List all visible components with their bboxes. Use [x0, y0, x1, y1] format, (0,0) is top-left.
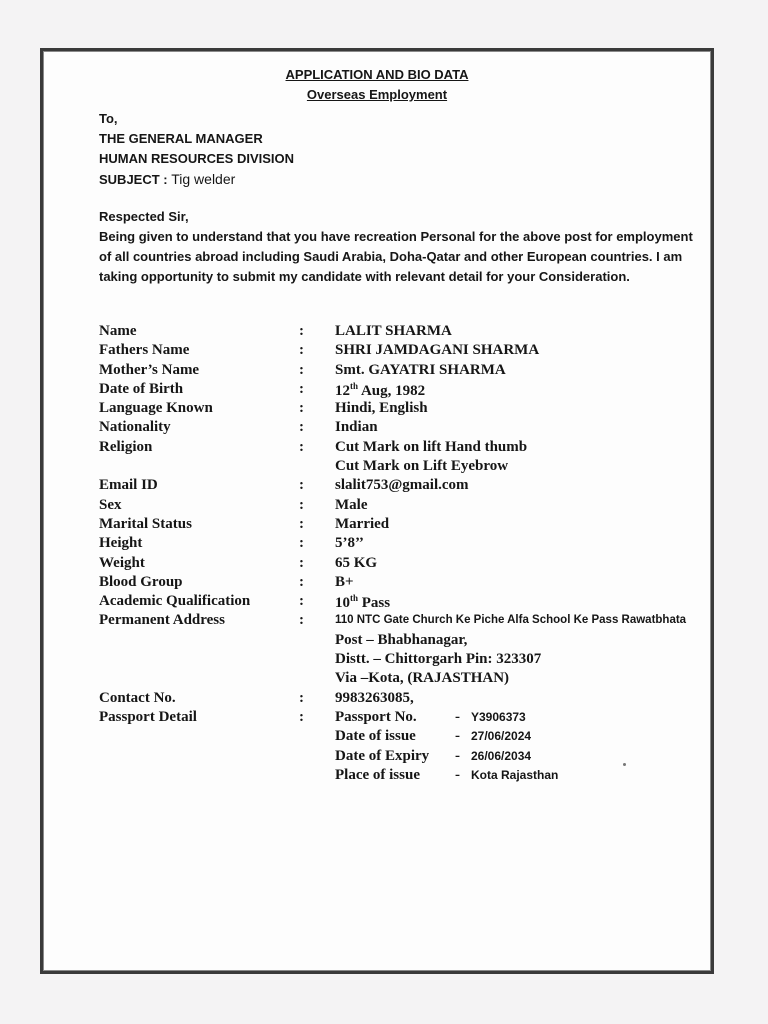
- colon: :: [299, 573, 304, 590]
- weight-label: Weight: [99, 554, 145, 571]
- subject-label: SUBJECT :: [99, 172, 172, 187]
- colon: :: [299, 419, 304, 436]
- contact-label: Contact No.: [99, 689, 176, 706]
- colon: :: [299, 612, 304, 629]
- nationality-label: Nationality: [99, 419, 171, 436]
- bio-row-name: [99, 323, 699, 342]
- colon: :: [299, 323, 304, 339]
- passport-place-line: Place of issue - Kota Rajasthan: [335, 766, 559, 783]
- letter-body: [99, 207, 697, 287]
- bio-row-address-4: [99, 670, 699, 689]
- document-page: [40, 48, 714, 974]
- colon: :: [299, 438, 304, 455]
- address-label: Permanent Address: [99, 612, 225, 629]
- bio-row-nationality: [99, 419, 699, 438]
- passport-expiry-line: Date of Expiry - 26/06/2034: [335, 747, 532, 764]
- mother-label: Mother’s Name: [99, 361, 200, 378]
- bio-row-blood: [99, 574, 699, 593]
- dob-value: 12th Aug, 1982: [335, 380, 426, 399]
- colon: :: [299, 496, 304, 513]
- language-label: Language Known: [99, 400, 213, 417]
- passport-place: Kota Rajasthan: [471, 767, 559, 782]
- colon: :: [299, 477, 304, 494]
- bio-row-contact: [99, 690, 699, 709]
- height-value: 5’8’’: [335, 535, 364, 552]
- email-value: slalit753@gmail.com: [335, 477, 469, 494]
- bio-row-sex: [99, 497, 699, 516]
- sex-value: Male: [335, 496, 368, 513]
- bio-row-email: [99, 477, 699, 496]
- to-line: To,: [99, 111, 118, 126]
- passport-expiry-date: 26/06/2034: [471, 748, 532, 763]
- address-line-3: Distt. – Chittorgarh Pin: 323307: [335, 651, 542, 668]
- bio-row-address-2: [99, 632, 699, 651]
- blood-value: B+: [335, 573, 354, 590]
- subject-line: [99, 169, 294, 190]
- colon: :: [299, 535, 304, 552]
- passport-number: Y3906373: [471, 709, 526, 724]
- addressee-line-1: THE GENERAL MANAGER: [99, 131, 263, 146]
- marital-label: Marital Status: [99, 515, 192, 532]
- greeting: Respected Sir,: [99, 209, 189, 224]
- bio-row-mother: [99, 362, 699, 381]
- colon: :: [299, 515, 304, 532]
- subject-value: Tig welder: [171, 171, 236, 187]
- sex-label: Sex: [99, 496, 122, 513]
- bio-row-religion: [99, 439, 699, 458]
- bio-row-weight: [99, 555, 699, 574]
- bio-row-father: [99, 342, 699, 361]
- nationality-value: Indian: [335, 419, 378, 436]
- bio-row-passport: [99, 709, 699, 728]
- marital-value: Married: [335, 515, 390, 532]
- scan-speck: [623, 763, 626, 766]
- colon: :: [299, 593, 304, 610]
- colon: :: [299, 400, 304, 417]
- colon: :: [299, 708, 304, 725]
- colon: :: [299, 689, 304, 706]
- name-value: LALIT SHARMA: [335, 323, 452, 339]
- bio-row-address: [99, 612, 699, 631]
- bio-row-address-3: [99, 651, 699, 670]
- bio-row-academic: [99, 593, 699, 612]
- bio-row-dob: [99, 381, 699, 400]
- document-subtitle: Overseas Employment: [306, 87, 448, 102]
- academic-label: Academic Qualification: [99, 593, 251, 610]
- academic-value: 10th Pass: [335, 593, 391, 612]
- bio-row-religion-cont: [99, 458, 699, 477]
- bio-row-passport-expiry: [99, 748, 699, 767]
- colon: :: [299, 380, 304, 397]
- bio-row-marital: [99, 516, 699, 535]
- document-title: APPLICATION AND BIO DATA: [285, 67, 469, 82]
- weight-value: 65 KG: [335, 554, 378, 571]
- religion-label: Religion: [99, 438, 153, 455]
- colon: :: [299, 342, 304, 359]
- religion-value-2: Cut Mark on Lift Eyebrow: [335, 458, 509, 475]
- bio-row-language: [99, 400, 699, 419]
- bio-row-passport-issue: [99, 728, 699, 747]
- father-value: SHRI JAMDAGANI SHARMA: [335, 342, 540, 359]
- mother-value: Smt. GAYATRI SHARMA: [335, 361, 506, 378]
- letter-paragraph: Being given to understand that you have recreation Personal for the above post for employment of all countries abroad including Saudi Arabia, Doha-Qatar and other European countries. I am taking opportunity to submit my candidate with relevant detail for your Consideration.: [99, 229, 693, 284]
- passport-number-line: Passport No. - Y3906373: [335, 708, 526, 725]
- colon: :: [299, 554, 304, 571]
- bio-data-table: [99, 323, 699, 786]
- contact-value: 9983263085,: [335, 689, 414, 706]
- address-line-1: 110 NTC Gate Church Ke Piche Alfa School Ke Pass Rawatbhata: [335, 614, 687, 627]
- religion-value-1: Cut Mark on lift Hand thumb: [335, 438, 528, 455]
- father-label: Fathers Name: [99, 342, 190, 359]
- address-line-2: Post – Bhabhanagar,: [335, 631, 468, 648]
- address-line-4: Via –Kota, (RAJASTHAN): [335, 670, 510, 687]
- passport-issue-date: 27/06/2024: [471, 729, 532, 744]
- bio-row-passport-place: [99, 767, 699, 786]
- addressee-block: [99, 109, 294, 190]
- height-label: Height: [99, 535, 143, 552]
- name-label: Name: [99, 323, 137, 339]
- blood-label: Blood Group: [99, 573, 183, 590]
- passport-label: Passport Detail: [99, 708, 197, 725]
- passport-issue-line: Date of issue - 27/06/2024: [335, 728, 532, 745]
- dob-label: Date of Birth: [99, 380, 184, 397]
- colon: :: [299, 361, 304, 378]
- email-label: Email ID: [99, 477, 158, 494]
- addressee-line-2: HUMAN RESOURCES DIVISION: [99, 151, 295, 166]
- language-value: Hindi, English: [335, 400, 428, 417]
- bio-row-height: [99, 535, 699, 554]
